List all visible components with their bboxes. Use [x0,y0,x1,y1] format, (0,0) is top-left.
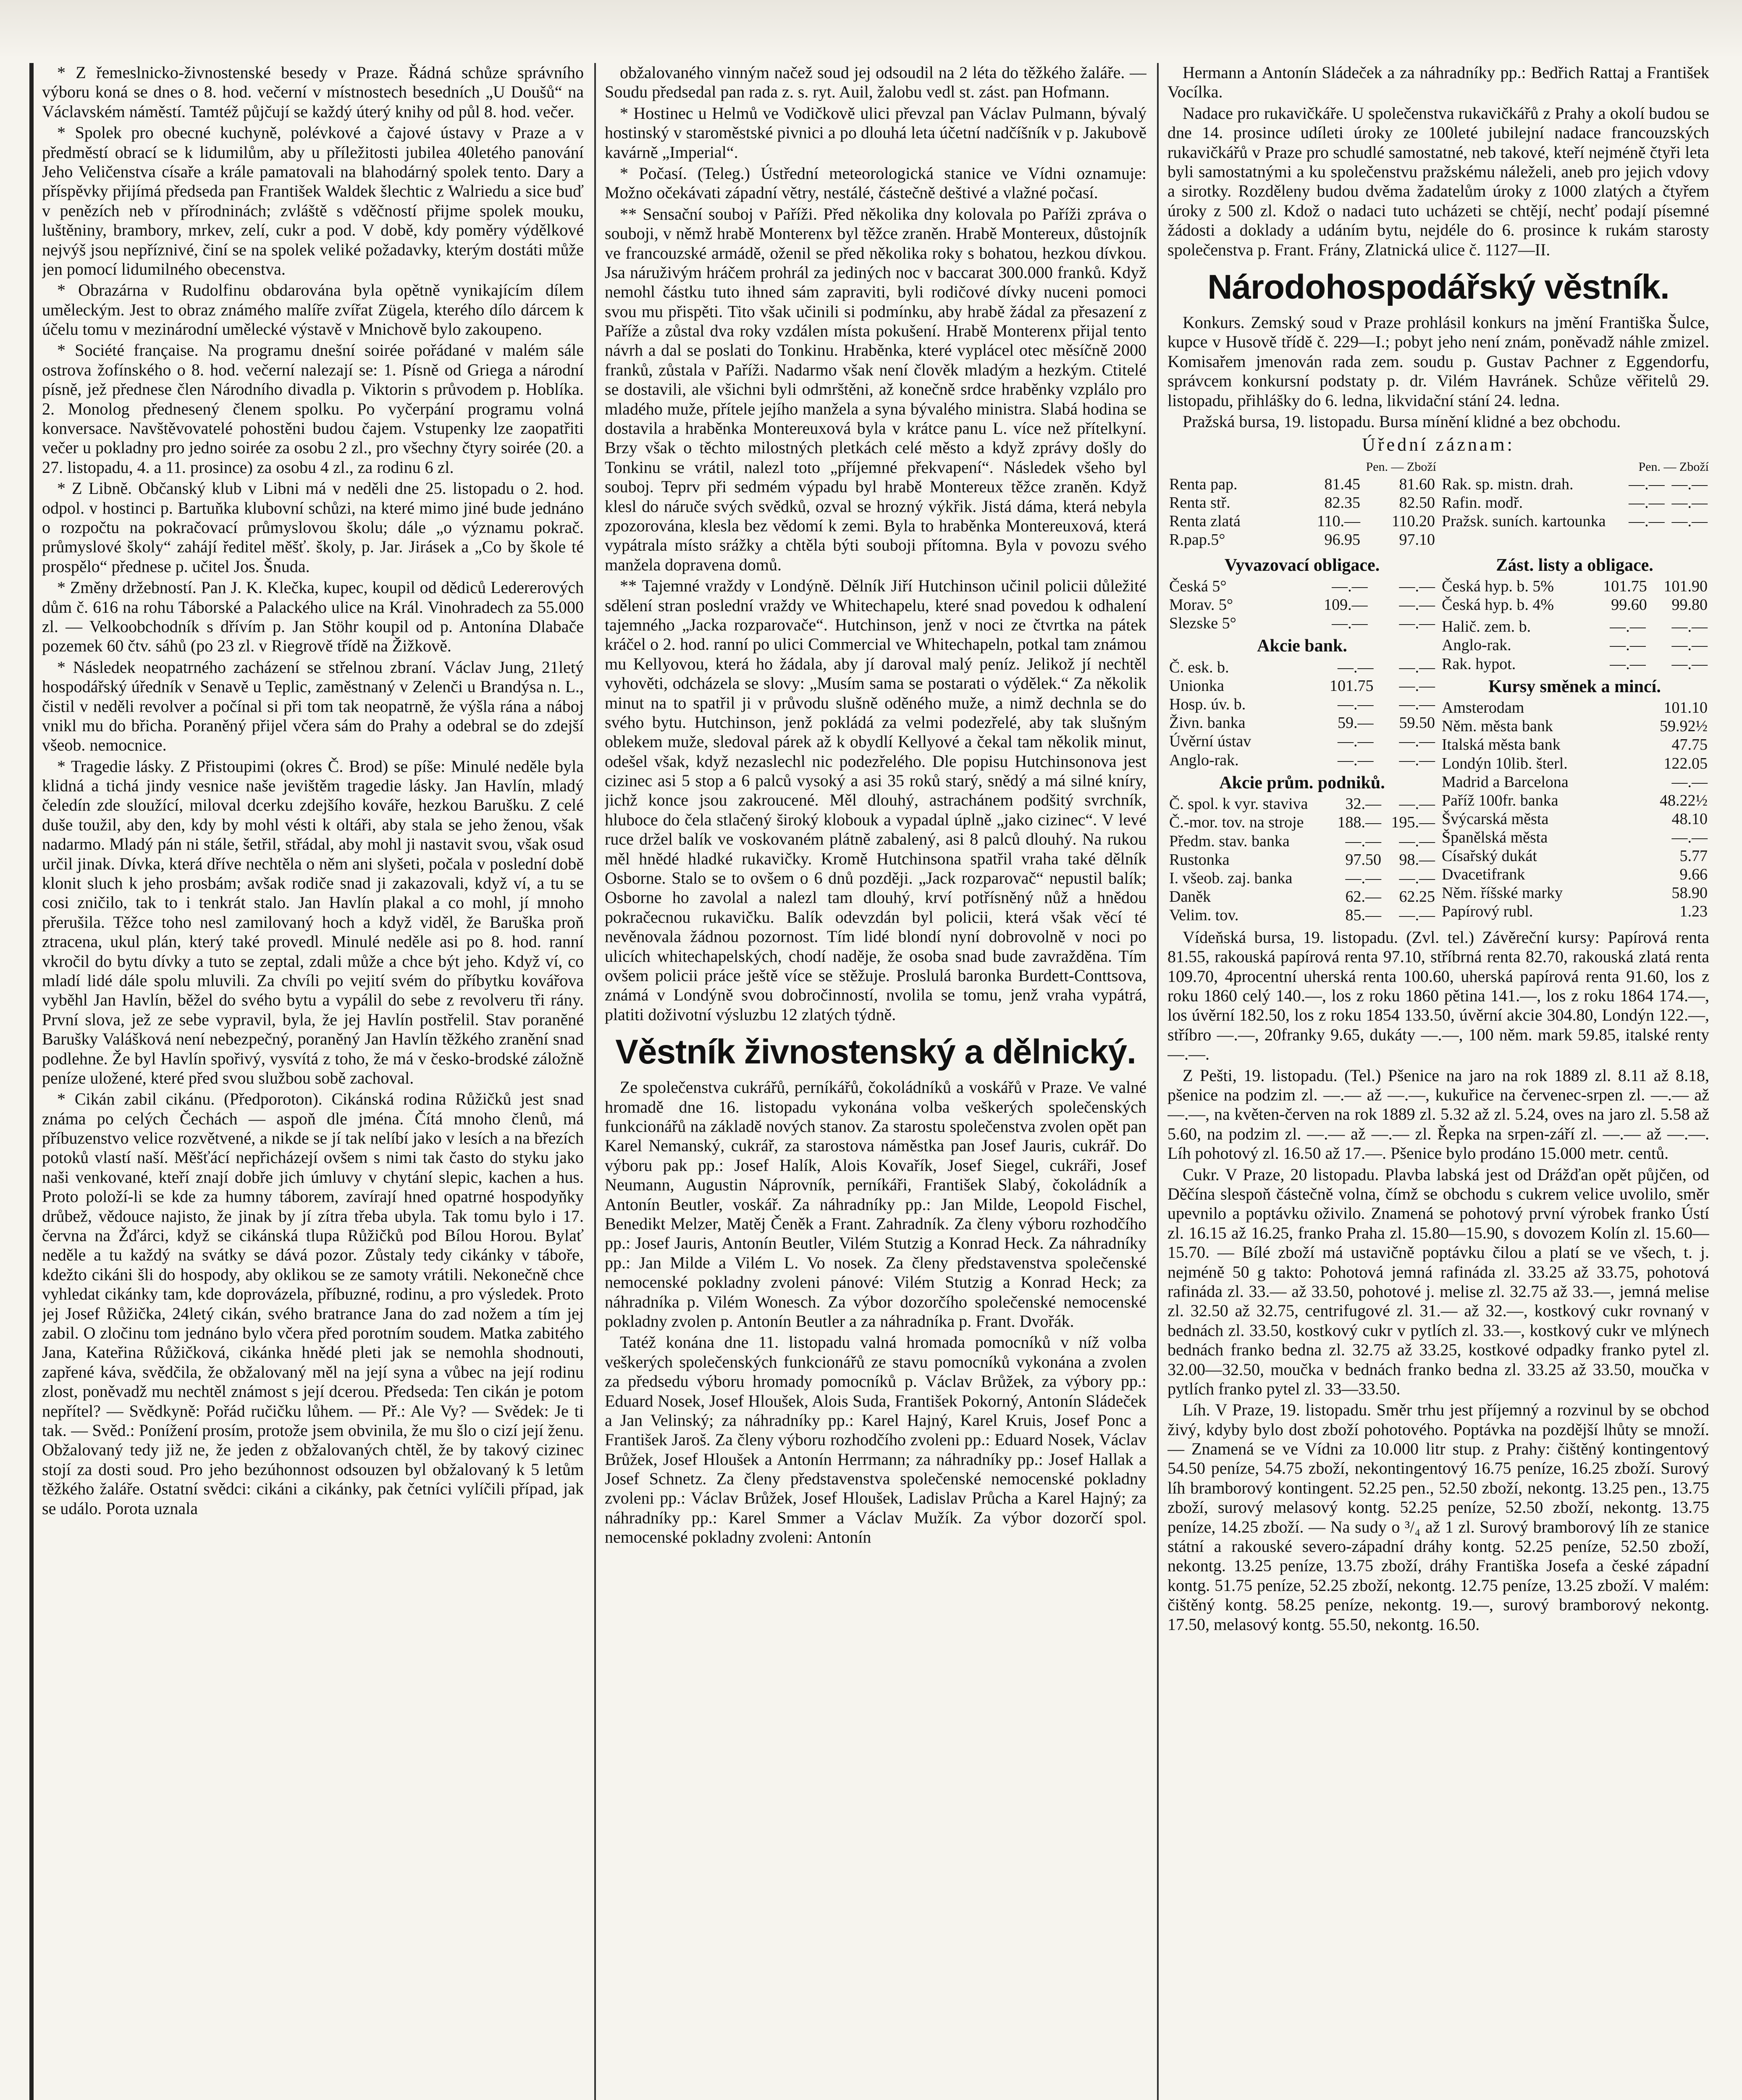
news-item: Ze společenstva cukrářů, perníkářů, čokoládníků a voskářů v Praze. Ve valné hromadě dne 16. listopadu vykonána volba veškerých společenských funkcionářů na základě nových stanov. Za starostu společenstva zvolen opět pan Karel Nemanský, cukrář, za starostova náměstka pan Josef Jauris, cukrář. Do výboru pak pp.: Josef Halík, Alois Kovařík, Josef Siegel, cukráři, Josef Neumann, Augustin Náprovník, perníkáři, František Slabý, čokoládník a Antonín Beutler, voskář. Za náhradníky pp.: Jan Milde, Leopold Fischel, Benedikt Melzer, Matěj Čeněk a Frant. Zahradník. Za členy výboru rozhodčího pp.: Josef Jauris, Antonín Beutler, Vilém Stutzig a Konrad Heck. Za náhradníky pp.: Jan Milde a Vilém L. Vo nosek. Za členy představenstva společenské nemocenské pokladny zvoleni pánové: Vilém Stutzig a Konrad Heck; za náhradníka p. Vilém Wonesch. Za výbor dozorčího společenské nemocenské pokladny zvolen p. Antonín Beutler a za náhradníka p. Frant. Dvořák. [605,1078,1146,1331]
table-row: Česká hyp. b. 4% 99.60 99.80 [1442,596,1708,614]
page-top-margin [0,0,1742,59]
news-item: * Z řemeslnicko-živnostenské besedy v Praze. Řádná schůze správního výboru koná se dnes o 8. hod. večerní v místnostech besedních „U Doušů“ na Václavském náměstí. Tamtéž půjčují se každý úterý knihy od půl 8. hod. večer. [42,63,584,121]
table-row: Rafin. modř. —.— —.— [1442,494,1708,512]
section-title-economy: Národohospodářský věstník. [1207,268,1669,306]
industry-title: Akcie prům. podniků. [1219,773,1385,793]
bank-title: Akcie bank. [1257,636,1347,656]
table-row: Rak. sp. mistn. drah. —.— —.— [1442,475,1708,494]
quotes-header: Pen. — Zboží [1366,460,1436,474]
table-row: Italská města bank 47.75 [1442,736,1708,754]
news-item: * Změny držebností. Pan J. K. Klečka, kupec, koupil od dědiců Ledererových dům č. 616 na rohu Táborské a Palackého ulice na Král. Vinohradech za 55.000 zl. — Velkoobchodník s dřívím p. Jan Stöhr koupil od p. Antonína Dlabače pozemek 60 čtv. sáhů (po 23 zl. v Riegrově třídě na Žižkově. [42,578,584,656]
table-row: Halič. zem. b. —.— —.— [1442,618,1708,636]
news-item: ** Tajemné vraždy v Londýně. Dělník Jiří Hutchinson učinil policii důležité sdělení stran poslední vraždy ve Whitechapelu, které snad povedou k odhalení tajemného „Jacka rozparovače“. Hutchinson, jenž v noci ze čtvrtka na pátek kráčel o 2. hod. ranní po ulici Commercial ve Whitechapeln, potkal tam známou mu Kellyovou, která ho žádala, aby jí daroval malý peníz. Jelikož jí nechtěl vyhověti, odcházela se slovy: „Musím sama se postarati o výdělek.“ Za několik minut na to spatřil ji v průvodu slušně oděného muže, a nimž dechnla se do svého bytu. Hutchinson, jenž pokládá za velmi podezřelé, aby tak slušným oblekem muže, sledoval párek až k obydlí Kellyové a čekal tam několik minut, odešel však, když nezaslechl nic podezřelého. Dle popisu Hutchinsonova jest cizinec asi 5 stop a 6 palců vysoký a asi 35 roků starý, snědý a má silné kníry, jichž konce jsou zakroucené. Měl dlouhý, astrachánem podšitý svrchník, hluboce do čela stlačený široký klobouk a vypadal úplně „jako cizinec“. V levé ruce držel balík ve voskovaném plátně zabalený, asi 8 palců dlouhý. Na rukou měl hnědé hladké rukavičky. Kromě Hutchinsona spatřil vraha také dělník Osborne. Stalo se to ovšem o 6 dnů později. „Jack rozparovač“ nepustil balík; Osborne ho zavolal a nalezl tam dlouhý, krví potřísněný nůž a hnědou pokračecnou rukavičku. Balík odevzdán byl policii, která však věcí té nevěnovala žádnou pozornost. Tím lidé blondí nyní dobrovolně v noci po ulicích whitechapelských, chodí naděje, že osoba snad bude zavražděna. Tím ovšem policii práce ještě více se stěžuje. Proslulá baronka Burdett-Conttsova, známá v Londýně svou dobročinností, nvolila se tomu, jenž vraha vypátrá, platiti doživotní výsluzbu 12 zlatých týdně. [605,576,1146,1024]
table-row: Švýcarská města 48.10 [1442,810,1708,828]
news-item: * Société française. Na programu dnešní soirée pořádané v malém sále ostrova žofínského o 8. hod. večerní nalezají se: 1. Písně od Griega a národní písně, jež přednese člen Národního divadla p. Viktorin s průvodem p. Hoblíka. 2. Monolog přednesený členem spolku. Po vyčerpání programu volná konversace. Navštěvovatelé pohostěni budou čajem. Vstupenky lze zaopatřiti večer u pokladny pro jedno soirée za osobu 2 zl., pro všechny čtyry soirée (20. a 27. listopadu, 4. a 11. prosince) za osobu 4 zl., za rodinu 6 zl. [42,341,584,477]
table-row: Něm. města bank 59.92½ [1442,717,1708,735]
quotes-header: Pen. — Zboží [1638,460,1709,474]
table-row: Č.-mor. tov. na stroje 188.— 195.— [1169,814,1435,832]
fx-table [1440,698,1709,921]
news-item: * Následek neopatrného zacházení se střelnou zbraní. Václav Jung, 21letý hospodářský úředník v Senavě u Teplic, zaměstnaný v Zelenči u Brandýsa n. L., čistil v neděli revolver a počínal si při tom tak neopatrně, že výšla rána a náboj vnikl mu do břicha. Poraněný přijel včera sám do Prahy a odebral se do zdejší všeob. nemocnice. [42,657,584,755]
bank-table [1167,658,1437,769]
fx-title: Kursy směnek a mincí. [1488,677,1661,696]
table-row: Renta stř. 82.35 82.50 [1169,494,1435,512]
column-1 [42,63,584,2100]
table-row: Madrid a Barcelona —.— [1442,773,1708,791]
news-item: Cukr. V Praze, 20 listopadu. Plavba labská jest od Drážďan opět půjčen, od Děčína slespoň částečně volna, čímž se obchodu s cukrem velice uvolilo, směr upevnilo a poptávku oživilo. Znamená se pohotový první výrobek franko Ústí zl. 16.15 až 16.25, franko Praha zl. 15.80—15.90, s dovozem Kolín zl. 15.60—15.70. — Bílé zboží má ustavičně poptávku čilou a platí se ve všech, t. j. nejméně 50 g takto: Pohotová jemná rafináda zl. 33.25 až 33.75, pohotová rafináda zl. 33.— až 33.50, pohotové j. melise zl. 32.75 až 33.—, jemná melise zl. 32.50 až 32.75, centrifugové zl. 31.— až 32.—, kostkový cukr rovnaný v bednách zl. 33.50, kostkový cukr v pytlích zl. 33.—, kostkový cukr ve mlýnech bednách franko bedna zl. 32.75 až 33.25, kostkové odpadky franko pytel zl. 32.00—32.50, moučka v bednách franko bedna zl. 33.25 až 33.50, moučka v pytlích franko pytel zl. 33—33.50. [1167,1165,1709,1398]
bonds-title: Vyvazovací obligace. [1224,555,1380,575]
news-item: Z Pešti, 19. listopadu. (Tel.) Pšenice na jaro na rok 1889 zl. 8.11 až 8.18, pšenice na podzim zl. —.— až —.—, kukuřice na červenec-srpen zl. —.— až —.—, na květen-červen na rok 1889 zl. 5.32 až zl. 5.24, oves na jaro zl. 5.58 až 5.60, na podzim zl. —.— až —.— zl. Řepka na srpen-září zl. —.— až —.—. Líh pohotový zl. 16.50 až 17.—. Pšenice bylo prodáno 15.000 metr. centů. [1167,1066,1709,1163]
table-row: Živn. banka 59.— 59.50 [1169,714,1435,732]
news-item: * Počasí. (Teleg.) Ústřední meteorologická stanice ve Vídni oznamuje: Možno očekávati západní větry, nestálé, částečně deštivé a vlažné počasí. [605,163,1146,202]
table-row: I. všeob. zaj. banka —.— —.— [1169,869,1435,887]
table-row: Rustonka 97.50 98.— [1169,850,1435,869]
news-item: * Hostinec u Helmů ve Vodičkově ulici převzal pan Václav Pulmann, bývalý hostinský v staroměstské pivnici a po dlouhá leta účetní nadčíšník v p. Jakubově kavárně „Imperial“. [605,103,1146,162]
table-row: Předm. stav. banka —.— —.— [1169,832,1435,850]
news-item: Pražská bursa, 19. listopadu. Bursa mínění klidné a bez obchodu. [1183,412,1621,431]
column-rule [594,63,596,2100]
quotes-top [1167,458,1709,552]
table-row: Anglo-rak. —.— —.— [1169,751,1435,769]
table-row: Dvacetifrank 9.66 [1442,866,1708,884]
table-row: Morav. 5° 109.— —.— [1169,596,1435,614]
news-item: Tatéž konána dne 11. listopadu valná hromada pomocníků v níž volba veškerých společenských funkcionářů ze stavu pomocníků vykonána a zvolen za předsedu výboru hromady pomocníků p. Václav Brůžek, za výbory pp.: Eduard Nosek, Josef Hloušek, Alois Suda, František Pokorný, Antonín Sládeček a Jan Velinský; za náhradníky pp.: Karel Hajný, Karel Kruis, Josef Ponc a František Jaroš. Za členy výboru rozhodčího zvoleni pp.: Eduard Nosek, Václav Brůžek, Josef Hloušek a Antonín Herrmann; za náhradníky pp.: Josef Hallak a Josef Schnetz. Za členy představenstva společenské nemocenské pokladny zvoleni pp.: Václav Brůžek, Josef Hloušek, Ladislav Průcha a Karel Hajný; za náhradníky pp.: Karel Smmer a Václav Mužík. Za výbor dozorčí spol. nemocenské pokladny zvoleni: Antonín [605,1333,1146,1547]
table-row: Č. spol. k vyr. staviva 32.— —.— [1169,795,1435,813]
table-row: Londýn 10lib. šterl. 122.05 [1442,754,1708,772]
table-row: Paříž 100fr. banka 48.22½ [1442,791,1708,809]
table-row: Česká hyp. b. 5% 101.75 101.90 [1442,578,1708,596]
table-row: Unionka 101.75 —.— [1169,677,1435,695]
news-item: Hermann a Antonín Sládeček a za náhradníky pp.: Bedřich Rattaj a František Vocílka. [1167,63,1709,102]
news-item: * Z Libně. Občanský klub v Libni má v neděli dne 25. listopadu o 2. hod. odpol. v hostinci p. Bartuňka klubovní schůzi, na které mimo jiné bude jednáno o rozpočtu na pokračovací průmyslovou školu; dále „o významu pokrač. průmyslové školy“ zahájí ředitel měšť. školy, p. Jar. Jirásek a „Co by škole té prospělo“ přednese p. učitel Jos. Šnuda. [42,479,584,576]
industry-table [1167,795,1437,924]
table-row: Rak. hypot. —.— —.— [1442,655,1708,673]
quotes-title: Úřední záznam: [1362,434,1515,455]
bonds-block [1167,553,1709,928]
table-row: Renta zlatá 110.— 110.20 [1169,512,1435,530]
bonds-table [1167,577,1437,633]
news-item: Nadace pro rukavičkáře. U společenstva rukavičkářů z Prahy a okolí budou se dne 14. prosince udíleti úroky ze 100leté jubilejní nadace francouzských rukavičkářů v Praze pro schudlé samostatné, neb takové, kteří nejméně čtyři leta byli samostatnými a ku společenstvu pražskému náleželi, aneb pro jejich vdovy a sirotky. Rozděleny budou dvěma žadatelům úroky z 1000 zlatých a čtyřem úroky z 500 zl. Kdož o nadaci tuto ucházeti se chtějí, nechť podají písemné žádosti a doklady a udáním bytu, nejdéle do 6. prosince k rukám starosty společenstva p. Frant. Frány, Zlatnická ulice č. 1127—II. [1167,103,1709,259]
news-item: Konkurs. Zemský soud v Praze prohlásil konkurs na jmění Františka Šulce, kupce v Husově třídě č. 229—I.; pobyt jeho není znám, poněvadž náhle zmizel. Komisařem jmenován rada zem. soudu p. Gustav Pachner z Eggendorfu, správcem konkursní podstaty p. dr. Vilém Havránek. Schůze věřitelů 29. listopadu, přihlášky do 6. ledna, likvidační stání 24. ledna. [1167,313,1709,410]
quotes-table [1167,459,1437,549]
table-row: Úvěrní ústav —.— —.— [1169,732,1435,751]
column-rule [1157,63,1159,2100]
table-row: Amsterodam 101.10 [1442,699,1708,717]
section-title-trade: Věstník živnostenský a dělnický. [615,1033,1136,1071]
table-row: Pražsk. suních. kartounka —.— —.— [1442,512,1708,530]
bank-table [1440,617,1709,673]
table-row: Hosp. úv. b. —.— —.— [1169,696,1435,714]
table-row: Daněk 62.— 62.25 [1169,887,1435,906]
table-row: Česká 5° —.— —.— [1169,578,1435,596]
news-item: * Spolek pro obecné kuchyně, polévkové a čajové ústavy v Praze a v předměstí obrací se k lidumilům, aby u příležitosti jubilea 40letého panování Jeho Veličenstva císaře a krále pamatovali na blahodárný spolek tento. Dary a příspěvky přijímá předseda pan František Waldek šlechtic z Walriedu a sice buď v penězích neb v přírodninách; zvláště s vděčností přijme spolek mouku, luštěniny, brambory, mrkev, zelí, cukr a pod. V době, kdy poměry výdělkové nejvýš jsou nepříznivé, činí se na spolek veliké požadavky, kterým dostáti může jen pomocí lidumilného obecenstva. [42,123,584,278]
newspaper-page [29,63,1709,2100]
table-row: R.pap.5° 96.95 97.10 [1169,531,1435,549]
bonds-title: Zást. listy a obligace. [1496,555,1653,575]
news-item: Líh. V Praze, 19. listopadu. Směr trhu jest příjemný a rozvinul by se obchod živý, kdyby bylo dost zboží pohotového. Poptávka na pozdější lhůty se množí. — Znamená se ve Vídni za 10.000 litr stup. z Prahy: čištěný kontingentový 54.50 peníze, 54.75 zboží, nekontingentový 16.75 peníze, 16.25 zboží. Surový líh bramborový kontingent. 52.25 pen., 52.50 zboží, nekontg. 13.25 pen., 13.75 zboží, surový melasový kontg. 52.25 peníze, 52.50 zboží, nekontg. 13.75 peníze, 14.25 zboží. — Na sudy o ³/₄ až 1 zl. Surový bramborový líh ze stanice státní a rakouské severo-západní dráhy kontg. 52.25 peníze, 52.50 zboží, nekontg. 13.25 peníze, 13.75 zboží, dráhy Františka Josefa a české západní kontg. 51.75 peníze, 52.25 zboží, nekontg. 12.75 peníze, 13.25 zboží. V malém: čištěný kontg. 58.25 peníze, nekontg. 19.—, surový bramborový nekontg. 17.50, melasový kontg. 55.50, nekontg. 16.50. [1167,1400,1709,1634]
news-item: * Obrazárna v Rudolfinu obdarována byla opětně vynikajícím dílem uměleckým. Jest to obraz známého malíře zvířat Zügela, kterého dílo dárcem k účelu tomu v mezinárodní umělecké výstavě v Mnichově bylo zakoupeno. [42,281,584,339]
table-row: Císařský dukát 5.77 [1442,847,1708,865]
table-row: Anglo-rak. —.— —.— [1442,636,1708,654]
quotes-table [1440,459,1709,530]
column-3 [1167,63,1709,2100]
table-row: Něm. říšské marky 58.90 [1442,884,1708,902]
table-row: Slezske 5° —.— —.— [1169,614,1435,633]
news-item: Vídeňská bursa, 19. listopadu. (Zvl. tel.) Závěreční kursy: Papírová renta 81.55, rakouská papírová renta 97.10, stříbrná renta 82.70, rakouská zlatá renta 109.70, 4procentní uherská renta 100.60, uherská papírová renta 91.60, los z roku 1860 celý 140.—, los z roku 1860 pětina 141.—, los z roku 1864 174.—, los úvěrní 182.50, los z roku 1854 133.50, úvěrní akcie 304.80, Londýn 122.—, stříbro —.—, 20franky 9.65, dukáty —.—, 100 něm. mark 59.85, italské renty —.—. [1167,927,1709,1064]
table-row: Velim. tov. 85.— —.— [1169,906,1435,924]
news-item: obžalovaného vinným načež soud jej odsoudil na 2 léta do těžkého žaláře. — Soudu předsedal pan rada z. s. ryt. Auil, žalobu vedl st. zást. pan Hofmann. [605,63,1146,102]
table-row: Papírový rubl. 1.23 [1442,903,1708,921]
news-item: * Cikán zabil cikánu. (Předporoton). Cikánská rodina Růžičků jest snad známa po celých Čechách — aspoň dle jména. Čítá mnoho členů, má příbuzenstvo velice rozvětvené, a nikde se jí tak nelíbí jako v lesích a na březích potoků vlastí naší. Měšťácí nepřicházejí ovšem s nimi tak často do styku jako naši venkované, kteří znají dobře jich úmluvy v chytání slepic, kachen a hus. Proto položí-li se kde za humny táborem, zavírají hned opatrné hospodyňky drůbež, vědouce najisto, že jinak by jí zítra třeba ubyla. Tak tomu bylo i 17. června na Žďárci, když se cikánská tlupa Růžičků pod Bílou Horou. Bylať neděle a tu každý na svátky se dává pozor. Zůstaly tedy cikánky v táboře, kdežto cikáni šli do hospody, aby oklikou se ze samoty vrátili. Nekonečně chce vyhledat cikánky tam, kde doprovázela, příbuzné, rodinu, a pro výsledek. Proto jej Josef Růžička, 24letý cikán, svého bratrance Jana do zad nožem a tím jej zabil. O zločinu tom jednáno bylo včera před porotním soudem. Matka zabitého Jana, Kateřina Růžičková, cikánka hnědé pleti jak se nemohla shodnouti, zapřené káva, svědčila, že obžalovaný měl na její syna a vůbec na její rodinu zlost, poněvadž mu nechtěl známost s její dcerou. Předseda: Ten cikán je potom nepřítel? — Svědkyně: Pořád ručičku lůhem. — Př.: Ale Vy? — Svědek: Je ti tak. — Svěd.: Ponížení prosím, protože jsem obvinila, že mu šlo o cizí její ženu. Obžalovaný tedy již ne, že jeden z obžalovaných chtěl, že by takový cizinec stojí za dosti soud. Pro jeho bezúhonnost odsouzen byl obžalovaný k 5 letům těžkého žaláře. Ostatní svědci: cikáni a cikánky, pak četníci vylíčili případ, jak se událo. Porota uznala [42,1089,584,1518]
bonds-table [1440,577,1709,614]
table-row: Španělská města —.— [1442,828,1708,846]
news-item: ** Sensační souboj v Paříži. Před několika dny kolovala po Paříži zpráva o souboji, v němž hrabě Monterenx byl těžce zraněn. Hrabě Montereux, důstojník ve francouzské armádě, oženil se před několika roky s bohatou, hezkou dívkou. Jsa náruživým hráčem prohrál za jediných noc v baccarat 300.000 franků. Když nemohl částku tuto ihned sám zapraviti, byli rodičové dívky nuceni pomoci svou mu přispěti. Tito však učinili si podmínku, aby hrabě žádal za přesazení z Paříže a zůstal dva roky vzdálen místa pokušení. Hrabě Monterenx přijal tento návrh a dal se poslati do Tonkinu. Hraběnka, které vyplácel otec měsíčně 2000 franků, zůstala v Paříži. Nadarmo však není člověk mladým a hezkým. Ctitelé se dostavili, ale všichni byli odmrštěni, až konečně srdce hraběnky vzplálo pro mladého muže, přítele jejího manžela a syna bývalého ministra. Slabá hodina se dostavila a hraběnka Montereuxová byla v krátce panu L. více než přítelkyní. Brzy však o těchto milostných pletkách celé město a když zprávy došly do Tonkinu se vrátil, nalezl toto „příjemné překvapení“. Následek všeho byl souboj. Teprv při sedmém výpadu byl hrabě Montereux těžce zraněn. Když klesl do náruče svých svědků, ozval se hrozný výkřik. Jistá dáma, která nebyla zpozorována, klesla bez vědomí k zemi. Byla to hraběnka Montereuxová, která vypátrala místo srážky a chtěla býti souboji přítomna. Byla v povozu svého manžela dopravena domů. [605,204,1146,574]
table-row: Renta pap. 81.45 81.60 [1169,475,1435,494]
news-item: * Tragedie lásky. Z Přistoupimi (okres Č. Brod) se píše: Minulé neděle byla klidná a tichá jindy vesnice naše jevištěm tragedie lásky. Jan Havlín, mladý čeledín zde sloužící, miloval dcerku zdejšího kováře, hezkou Barušku. Z celé duše toužil, aby den, kdy by mohl vésti k oltáři, aby stala se jeho ženou, však nadarmo. Mladý pán ni stále, šetřil, střádal, aby mohl ji nastavit svou, však osud určil jinak. Dívka, která dříve nechtěla o něm ani slyšeti, počala v poslední době klonit sluch k jeho prosbám; avšak rodiče snad ji zakazovali, když ví, a tu se cosi zničilo, tak to i tenkrát stalo. Jan Havlín plakal a co mohl, jí mnoho přerušila. Těžce toho nesl zamilovaný hoch a když viděl, že Baruška proň ztracena, ukul plán, který také provedl. Minulé neděle asi po 8. hod. ranní vkročil do bytu dívky a tuto se zeptal, zdali může a chce být jeho. Když ví, co mladí lidé dále spolu mluvili. Za chvíli po vejití svém do příbytku kovářova vyběhl Jan Havlín, běžel do svého bytu a vypálil do sebe z revolveru tři rány. První slova, jež ze sebe vypravil, byla, že jej Havlín postřelil. Stav poraněné Barušky Valášková není nebezpečný, poraněný Jan Havlín těžkého zranění snad podlehne. Že byl Havlín spořivý, vysvítá z toho, že má v česko-brodské záložně peníze uložené, které před svou službou sobě zachoval. [42,756,584,1087]
column-2 [605,63,1146,2100]
table-row: Č. esk. b. —.— —.— [1169,659,1435,677]
